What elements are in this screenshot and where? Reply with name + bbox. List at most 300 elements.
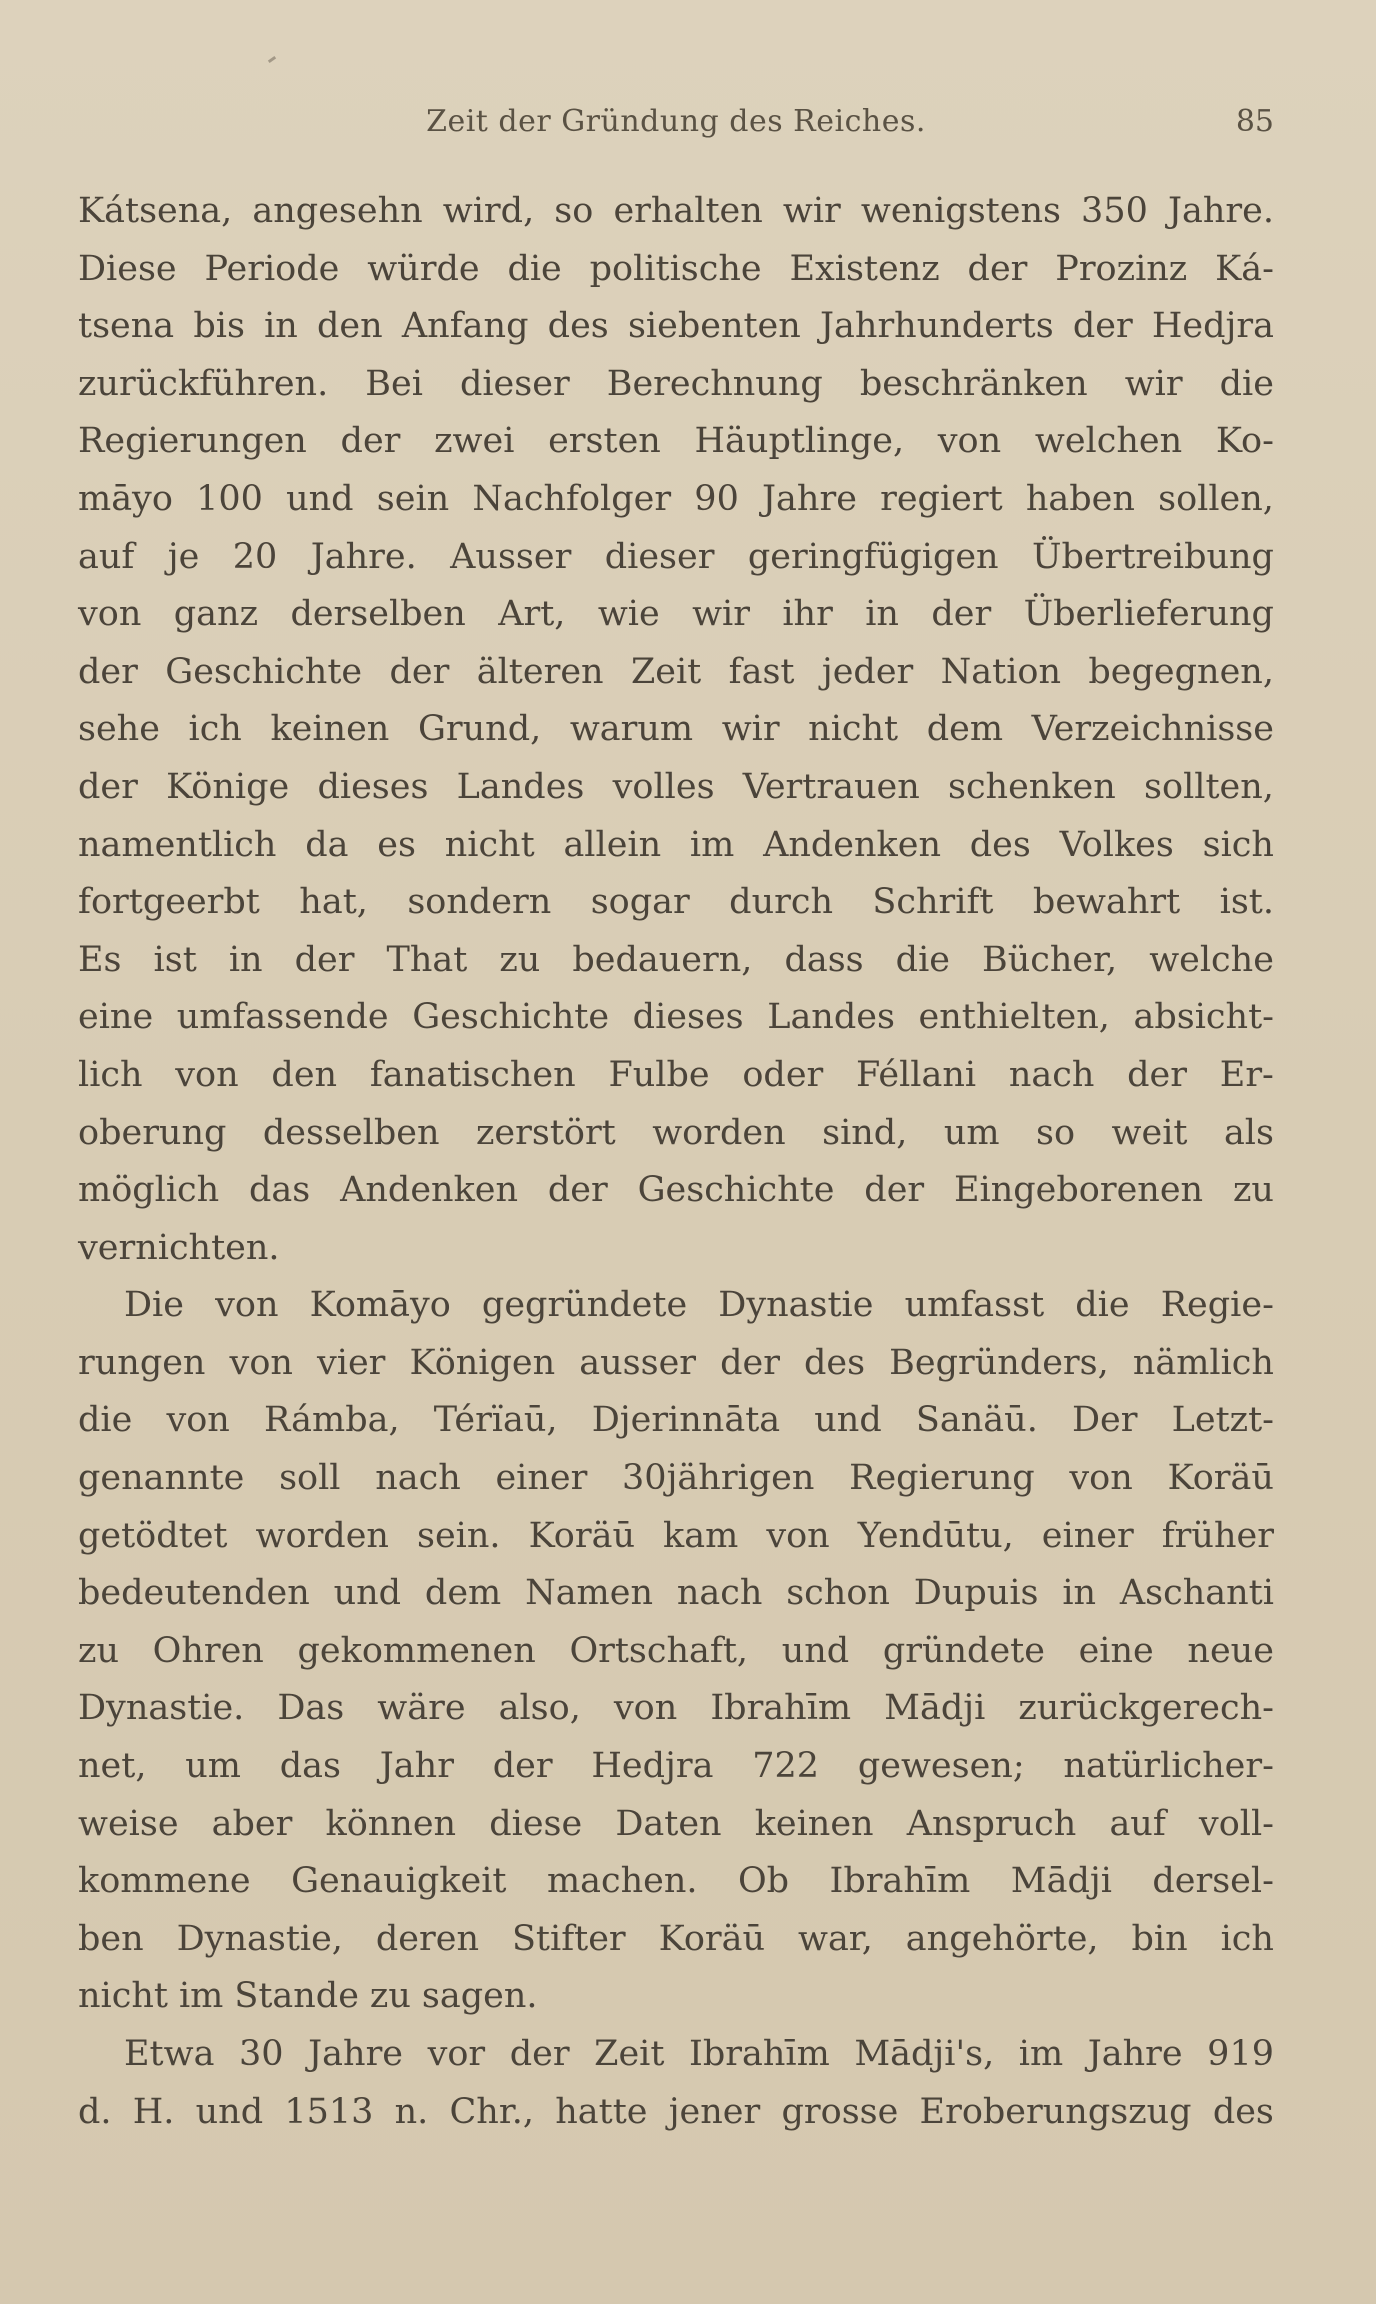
word: Anspruch: [906, 1803, 1077, 1844]
word: Zeit: [630, 651, 702, 692]
word: wird,: [442, 191, 535, 231]
word: Dupuis: [913, 1573, 1039, 1614]
word: welche: [1149, 939, 1274, 980]
text-line: [78, 874, 1274, 932]
word: Könige: [166, 766, 290, 807]
word: Jahrhunderts: [820, 306, 1054, 347]
text-line: [78, 817, 1274, 875]
word: so: [1036, 1112, 1076, 1153]
word: vor: [427, 2034, 486, 2074]
word: soll: [279, 1458, 341, 1499]
word: bis: [193, 306, 245, 347]
word: genannte: [78, 1458, 245, 1499]
running-head: [78, 104, 1274, 148]
word: würde: [367, 248, 480, 289]
word: von: [166, 1400, 230, 1441]
word: H.: [132, 2091, 175, 2132]
text-line: [78, 1968, 1274, 2026]
word: Stifter: [511, 1918, 626, 1959]
word: Genauigkeit: [291, 1861, 507, 1902]
word: angehörte,: [905, 1918, 1099, 1959]
text-line: [78, 1565, 1274, 1623]
word: sein.: [417, 1515, 501, 1556]
word: oberung: [78, 1112, 227, 1153]
text-line: [78, 701, 1274, 759]
word: sehe: [78, 709, 160, 750]
word: der: [509, 2034, 570, 2074]
word: können: [325, 1803, 457, 1844]
word: zurückführen.: [78, 363, 329, 404]
word: begegnen,: [1088, 651, 1274, 692]
word: nach: [676, 1573, 763, 1614]
word: einer: [1041, 1515, 1134, 1556]
word: Diese: [78, 248, 177, 289]
word: Ko-: [1215, 421, 1274, 462]
word: bedauern,: [572, 939, 753, 980]
word: möglich: [78, 1170, 220, 1211]
word: derselben: [290, 594, 466, 635]
word: Ohren: [152, 1630, 264, 1671]
word: Mādji: [1010, 1861, 1112, 1902]
word: wir: [692, 594, 750, 635]
word: Ortschaft,: [569, 1630, 749, 1671]
word: der: [720, 1342, 780, 1383]
word: wenigstens: [860, 191, 1061, 231]
word: es: [377, 824, 416, 865]
text-line: [78, 1450, 1274, 1508]
word: 30jährigen: [622, 1458, 815, 1499]
word: der: [864, 1170, 925, 1211]
text-line: [78, 2084, 1274, 2142]
word: Komāyo: [309, 1285, 451, 1326]
body-text: [78, 183, 1274, 2141]
word: dieses: [632, 997, 744, 1038]
word: die: [78, 1400, 133, 1441]
word: geringfügigen: [747, 536, 999, 577]
word: wäre: [377, 1688, 466, 1729]
word: Ausser: [450, 536, 572, 577]
word: von: [766, 1515, 830, 1556]
word: Eingeborenen: [953, 1170, 1204, 1211]
word: nicht: [78, 1976, 168, 2017]
word: umfasst: [904, 1285, 1045, 1326]
word: machen.: [546, 1861, 698, 1902]
text-line: [78, 1277, 1274, 1335]
word: Geschichte: [637, 1170, 835, 1211]
word: 1513: [284, 2091, 374, 2132]
word: Das: [277, 1688, 345, 1729]
word: weise: [78, 1803, 179, 1844]
word: fortgeerbt: [78, 882, 260, 923]
word: enthielten,: [918, 997, 1110, 1038]
word: gewesen;: [857, 1746, 1025, 1787]
text-line: [78, 356, 1274, 414]
word: Stande: [234, 1976, 359, 2017]
word: zerstört: [475, 1112, 616, 1153]
word: 350: [1081, 191, 1148, 231]
word: Chr.,: [449, 2091, 534, 2132]
word: auf: [78, 536, 135, 577]
word: als: [1223, 1112, 1274, 1153]
word: bewahrt: [1032, 882, 1181, 923]
word: eine: [1078, 1630, 1154, 1671]
word: das: [279, 1746, 341, 1787]
word: durch: [729, 882, 833, 923]
word: Dynastie.: [78, 1688, 245, 1729]
word: der: [547, 1170, 608, 1211]
word: Aschanti: [1119, 1573, 1274, 1614]
word: der: [967, 248, 1028, 289]
word: welchen: [1034, 421, 1183, 462]
word: neue: [1187, 1630, 1274, 1671]
text-line: [78, 1738, 1274, 1796]
word: tsena: [78, 306, 175, 347]
word: politische: [589, 248, 762, 289]
word: Er-: [1219, 1054, 1274, 1095]
word: Existenz: [789, 248, 940, 289]
word: Bücher,: [982, 939, 1118, 980]
word: dieses: [317, 766, 429, 807]
word: nach: [375, 1458, 461, 1499]
word: das: [249, 1170, 311, 1211]
word: Landes: [456, 766, 585, 807]
text-line: [78, 1105, 1274, 1163]
word: natürlicher-: [1063, 1746, 1274, 1787]
word: desselben: [262, 1112, 440, 1153]
word: Daten: [615, 1803, 722, 1844]
paper-speck: [268, 56, 276, 63]
word: älteren: [476, 651, 604, 692]
word: zu: [369, 1976, 411, 2017]
word: Etwa: [124, 2034, 215, 2074]
word: Mādji: [884, 1688, 986, 1729]
text-line: [78, 529, 1274, 587]
word: Volkes: [1059, 824, 1174, 865]
word: dersel-: [1152, 1861, 1274, 1902]
word: zu: [78, 1630, 119, 1671]
word: des: [1212, 2091, 1274, 2132]
word: um: [943, 1112, 1000, 1153]
word: d.: [78, 2091, 112, 2132]
word: Térïaū,: [433, 1400, 558, 1441]
text-line: [78, 241, 1274, 299]
word: Es: [78, 939, 122, 980]
word: und: [195, 2091, 264, 2132]
word: 20: [232, 536, 278, 577]
text-line: [78, 1680, 1274, 1738]
word: 30: [239, 2034, 284, 2074]
word: sollten,: [1144, 766, 1274, 807]
text-line: [78, 644, 1274, 702]
word: im: [1018, 2034, 1064, 2074]
word: getödtet: [78, 1515, 228, 1556]
word: so: [554, 191, 594, 231]
word: der: [931, 594, 992, 635]
word: sollen,: [1158, 478, 1274, 519]
word: Kátsena,: [78, 191, 233, 231]
text-line: [78, 1853, 1274, 1911]
word: Mādji's,: [854, 2034, 995, 2074]
word: haben: [1025, 478, 1135, 519]
word: māyo: [78, 478, 173, 519]
text-line: [78, 1047, 1274, 1105]
text-line: [78, 1623, 1274, 1681]
word: dem: [926, 709, 1004, 750]
word: von: [613, 1688, 678, 1729]
word: Nation: [940, 651, 1062, 692]
word: dass: [784, 939, 864, 980]
text-line: [78, 759, 1274, 817]
word: der: [340, 421, 401, 462]
word: sind,: [822, 1112, 908, 1153]
text-line: [78, 1392, 1274, 1450]
word: ist: [153, 939, 197, 980]
text-line: [78, 298, 1274, 356]
word: kommene: [78, 1861, 251, 1902]
word: fast: [728, 651, 795, 692]
word: in: [865, 594, 899, 635]
word: Djerinnāta: [591, 1400, 781, 1441]
word: also,: [498, 1688, 581, 1729]
word: dem: [424, 1573, 502, 1614]
word: zu: [1232, 1170, 1274, 1211]
running-title: Zeit der Gründung des Reiches.: [426, 104, 926, 139]
text-line: [78, 2026, 1274, 2084]
word: Ibrahīm: [710, 1688, 852, 1729]
word: der: [78, 651, 138, 692]
word: ihr: [782, 594, 833, 635]
word: schon: [786, 1573, 890, 1614]
word: bedeutenden: [78, 1573, 310, 1614]
word: zwei: [434, 421, 515, 462]
word: und: [286, 478, 354, 519]
word: bin: [1131, 1918, 1188, 1959]
word: Vertrauen: [742, 766, 920, 807]
word: lich: [78, 1054, 143, 1095]
word: Sanäū.: [915, 1400, 1038, 1441]
word: Art,: [498, 594, 566, 635]
text-line: [78, 471, 1274, 529]
word: den: [317, 306, 383, 347]
word: ist.: [1219, 882, 1274, 923]
word: Königen: [409, 1342, 556, 1383]
word: gekommenen: [297, 1630, 536, 1671]
word: und: [814, 1400, 882, 1441]
word: der: [1072, 306, 1133, 347]
word: in: [228, 939, 263, 980]
word: vernichten.: [78, 1227, 280, 1268]
text-line: [78, 1508, 1274, 1566]
word: umfassende: [176, 997, 389, 1038]
word: Geschichte: [412, 997, 610, 1038]
word: oder: [742, 1054, 824, 1095]
word: zu: [499, 939, 541, 980]
word: worden: [255, 1515, 389, 1556]
word: Andenken: [340, 1170, 519, 1211]
word: früher: [1161, 1515, 1274, 1556]
word: worden: [652, 1112, 786, 1153]
word: Prozinz: [1055, 248, 1188, 289]
word: Periode: [204, 248, 340, 289]
word: Regierung: [849, 1458, 1035, 1499]
word: Yendūtu,: [857, 1515, 1014, 1556]
word: Die: [124, 1285, 184, 1326]
word: nämlich: [1132, 1342, 1274, 1383]
word: von: [937, 421, 1002, 462]
word: keinen: [270, 709, 390, 750]
word: Schrift: [872, 882, 994, 923]
word: eine: [78, 997, 154, 1038]
word: ausser: [579, 1342, 697, 1383]
word: Anfang: [401, 306, 529, 347]
word: Koräū: [1167, 1458, 1274, 1499]
word: sagen.: [421, 1976, 538, 2017]
word: Hedjra: [591, 1746, 714, 1787]
word: von: [175, 1054, 239, 1095]
word: Rámba,: [263, 1400, 400, 1441]
text-line: [78, 1911, 1274, 1969]
text-line: [78, 586, 1274, 644]
word: von: [1069, 1458, 1133, 1499]
word: die: [1219, 363, 1274, 404]
word: Grund,: [417, 709, 542, 750]
word: Koräū: [528, 1515, 635, 1556]
word: Berechnung: [606, 363, 823, 404]
word: n.: [394, 2091, 429, 2132]
word: Jahre: [762, 478, 857, 519]
word: diese: [489, 1803, 583, 1844]
word: Begründers,: [889, 1342, 1109, 1383]
word: Andenken: [763, 824, 942, 865]
word: Verzeichnisse: [1031, 709, 1274, 750]
word: gründete: [882, 1630, 1045, 1671]
word: That: [386, 939, 468, 980]
word: der: [78, 766, 138, 807]
word: allein: [563, 824, 662, 865]
word: Jahre: [308, 2034, 404, 2074]
word: je: [167, 536, 200, 577]
word: Jahre.: [1167, 191, 1274, 231]
word: Namen: [525, 1573, 653, 1614]
word: dieser: [604, 536, 715, 577]
word: auf: [1109, 1803, 1166, 1844]
word: die: [895, 939, 950, 980]
word: fanatischen: [369, 1054, 576, 1095]
text-line: [78, 1796, 1274, 1854]
word: nicht: [444, 824, 535, 865]
word: Hedjra: [1151, 306, 1274, 347]
word: Häuptlinge,: [694, 421, 905, 462]
word: von: [78, 594, 142, 635]
word: Überlieferung: [1023, 594, 1274, 635]
word: des: [804, 1342, 866, 1383]
word: Zeit: [594, 2034, 665, 2074]
word: deren: [375, 1918, 479, 1959]
word: sogar: [590, 882, 690, 923]
word: Dynastie,: [176, 1918, 343, 1959]
word: Regierungen: [78, 421, 307, 462]
word: namentlich: [78, 824, 277, 865]
word: aber: [211, 1803, 293, 1844]
word: erhalten: [613, 191, 763, 231]
text-line: [78, 1162, 1274, 1220]
word: net,: [78, 1746, 147, 1787]
word: ben: [78, 1918, 144, 1959]
word: des: [969, 824, 1031, 865]
word: Letzt-: [1171, 1400, 1274, 1441]
word: der: [1127, 1054, 1188, 1095]
word: der: [294, 939, 355, 980]
word: sein: [376, 478, 450, 519]
text-line: [78, 413, 1274, 471]
word: ersten: [548, 421, 661, 462]
text-line: [78, 1335, 1274, 1393]
word: 919: [1207, 2034, 1274, 2074]
word: beschränken: [859, 363, 1088, 404]
word: des: [547, 306, 609, 347]
word: wir: [782, 191, 841, 231]
word: der: [492, 1746, 553, 1787]
word: Geschichte: [165, 651, 363, 692]
word: und: [781, 1630, 850, 1671]
word: der: [389, 651, 450, 692]
word: volles: [612, 766, 715, 807]
word: siebenten: [627, 306, 801, 347]
word: angesehn: [252, 191, 423, 231]
word: Bei: [365, 363, 423, 404]
word: grosse: [781, 2091, 899, 2132]
word: 100: [196, 478, 263, 519]
word: da: [305, 824, 349, 865]
word: Landes: [767, 997, 895, 1038]
word: im: [178, 1976, 224, 2017]
text-line: [78, 989, 1274, 1047]
word: die: [1075, 1285, 1130, 1326]
word: jener: [668, 2091, 761, 2132]
word: Jahr: [379, 1746, 454, 1787]
word: Féllani: [856, 1054, 977, 1095]
word: weit: [1111, 1112, 1188, 1153]
word: nach: [1008, 1054, 1095, 1095]
word: 722: [752, 1746, 820, 1787]
word: Nachfolger: [472, 478, 672, 519]
word: in: [264, 306, 298, 347]
word: hatte: [555, 2091, 648, 2132]
word: sich: [1202, 824, 1274, 865]
word: rungen: [78, 1342, 206, 1383]
word: ich: [1220, 1918, 1274, 1959]
word: Jahre.: [310, 536, 417, 577]
word: absicht-: [1133, 997, 1274, 1038]
word: Ob: [737, 1861, 790, 1902]
word: sondern: [407, 882, 552, 923]
word: wir: [721, 709, 780, 750]
word: Ibrahīm: [829, 1861, 971, 1902]
word: hat,: [299, 882, 368, 923]
word: von: [229, 1342, 293, 1383]
word: wir: [1124, 363, 1183, 404]
word: zurückgerech-: [1018, 1688, 1274, 1729]
page-number: 85: [1235, 104, 1274, 139]
word: ganz: [173, 594, 259, 635]
word: keinen: [754, 1803, 874, 1844]
text-line: [78, 932, 1274, 990]
word: ich: [188, 709, 242, 750]
word: in: [1062, 1573, 1097, 1614]
word: und: [333, 1573, 402, 1614]
word: kam: [663, 1515, 739, 1556]
word: nicht: [808, 709, 899, 750]
